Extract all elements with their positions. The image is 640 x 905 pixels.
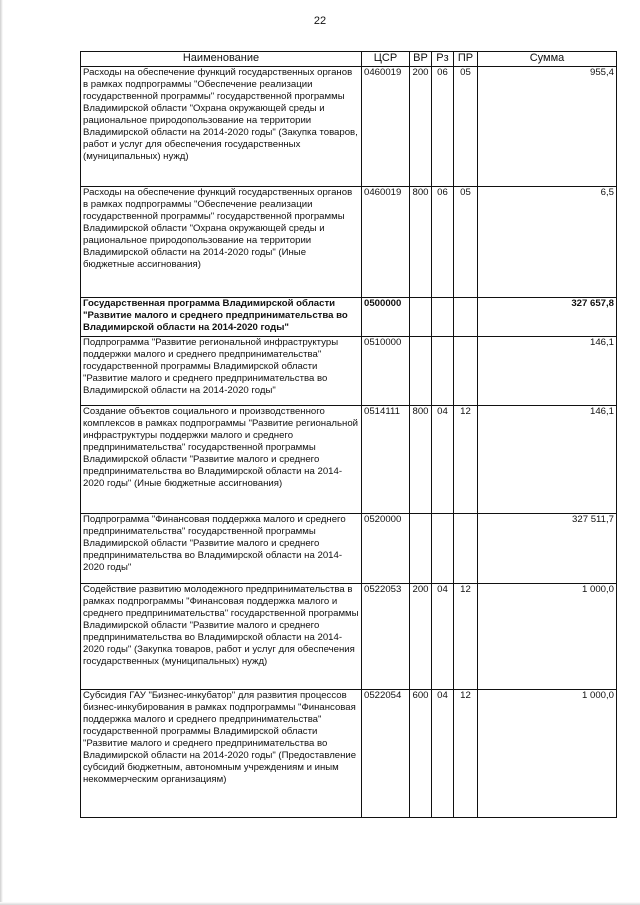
row-vr: 800 (410, 187, 432, 298)
row-vr: 200 (410, 584, 432, 690)
page-number: 22 (313, 15, 327, 27)
row-sum: 1 000,0 (478, 584, 617, 690)
row-rz: 04 (432, 690, 454, 818)
row-pr (454, 337, 478, 406)
row-rz (432, 337, 454, 406)
header-pr: ПР (454, 52, 478, 67)
row-pr: 12 (454, 690, 478, 818)
row-name: Государственная программа Владимирской области "Развитие малого и среднего предпринимательства во Владимирской области на 2014-2020 годы" (81, 298, 362, 337)
row-rz (432, 298, 454, 337)
header-csr: ЦСР (362, 52, 410, 67)
row-vr (410, 337, 432, 406)
row-sum: 146,1 (478, 337, 617, 406)
header-rz: Рз (432, 52, 454, 67)
row-csr: 0520000 (362, 514, 410, 584)
table-row (81, 187, 617, 298)
row-csr: 0460019 (362, 67, 410, 187)
row-name: Расходы на обеспечение функций государственных органов в рамках подпрограммы "Обеспечение реализации государственной программы" государственной программы Владимирской области "Охрана окружающей среды и рациональное природопользование на территории Владимирской области на 2014-2020 годы" (Иные бюджетные ассигнования) (81, 187, 362, 298)
row-name: Расходы на обеспечение функций государственных органов в рамках подпрограммы "Обеспечение реализации государственной программы" государственной программы Владимирской области "Охрана окружающей среды и рациональное природопользование на территории Владимирской области на 2014-2020 годы" (Закупка товаров, работ и услуг для обеспечения государственных (муниципальных) нужд) (81, 67, 362, 187)
row-name: Подпрограмма "Финансовая поддержка малого и среднего предпринимательства" государственной программы Владимирской области "Развитие малого и среднего предпринимательства во Владимирской области на 2014-2020 годы" (81, 514, 362, 584)
row-sum: 146,1 (478, 406, 617, 514)
row-vr: 800 (410, 406, 432, 514)
table-row (81, 584, 617, 690)
row-rz: 06 (432, 67, 454, 187)
header-name: Наименование (81, 52, 362, 67)
row-csr: 0522054 (362, 690, 410, 818)
scan-edge-shadow (0, 0, 3, 905)
row-name: Создание объектов социального и производственного комплексов в рамках подпрограммы "Развитие региональной инфраструктуры поддержки малого и среднего предпринимательства" государственной программы Владимирской области "Развитие малого и среднего предпринимательства во Владимирской области на 2014-2020 годы" (Иные бюджетные ассигнования) (81, 406, 362, 514)
table-row (81, 690, 617, 818)
row-pr (454, 298, 478, 337)
header-vr: ВР (410, 52, 432, 67)
row-vr: 200 (410, 67, 432, 187)
row-sum: 955,4 (478, 67, 617, 187)
table-row (81, 406, 617, 514)
row-sum: 1 000,0 (478, 690, 617, 818)
row-sum: 327 511,7 (478, 514, 617, 584)
row-sum: 6,5 (478, 187, 617, 298)
row-name: Подпрограмма "Развитие региональной инфраструктуры поддержки малого и среднего предпринимательства" государственной программы Владимирской области "Развитие малого и среднего предпринимательства во Владимирской области на 2014-2020 годы" (81, 337, 362, 406)
table-row (81, 337, 617, 406)
header-sum: Сумма (478, 52, 617, 67)
row-rz (432, 514, 454, 584)
row-sum: 327 657,8 (478, 298, 617, 337)
row-vr: 600 (410, 690, 432, 818)
table-row (81, 514, 617, 584)
row-name: Содействие развитию молодежного предпринимательства в рамках подпрограммы "Финансовая поддержка малого и среднего предпринимательства" государственной программы Владимирской области "Развитие малого и среднего предпринимательства во Владимирской области на 2014-2020 годы" (Закупка товаров, работ и услуг для обеспечения государственных (муниципальных) нужд) (81, 584, 362, 690)
row-pr (454, 514, 478, 584)
row-csr: 0514111 (362, 406, 410, 514)
row-csr: 0500000 (362, 298, 410, 337)
row-rz: 04 (432, 584, 454, 690)
row-csr: 0522053 (362, 584, 410, 690)
table-row (81, 298, 617, 337)
row-vr (410, 298, 432, 337)
row-vr (410, 514, 432, 584)
budget-table (80, 51, 617, 818)
table-row (81, 67, 617, 187)
row-pr: 12 (454, 584, 478, 690)
row-name: Субсидия ГАУ "Бизнес-инкубатор" для развития процессов бизнес-инкубирования в рамках подпрограммы "Финансовая поддержка малого и среднего предпринимательства" государственной программы Владимирской области "Развитие малого и среднего предпринимательства во Владимирской области на 2014-2020 годы" (Предоставление субсидий бюджетным, автономным учреждениям и иным некоммерческим организациям) (81, 690, 362, 818)
row-rz: 06 (432, 187, 454, 298)
row-csr: 0460019 (362, 187, 410, 298)
row-rz: 04 (432, 406, 454, 514)
row-csr: 0510000 (362, 337, 410, 406)
table-header-row (81, 52, 617, 67)
row-pr: 12 (454, 406, 478, 514)
row-pr: 05 (454, 67, 478, 187)
row-pr: 05 (454, 187, 478, 298)
